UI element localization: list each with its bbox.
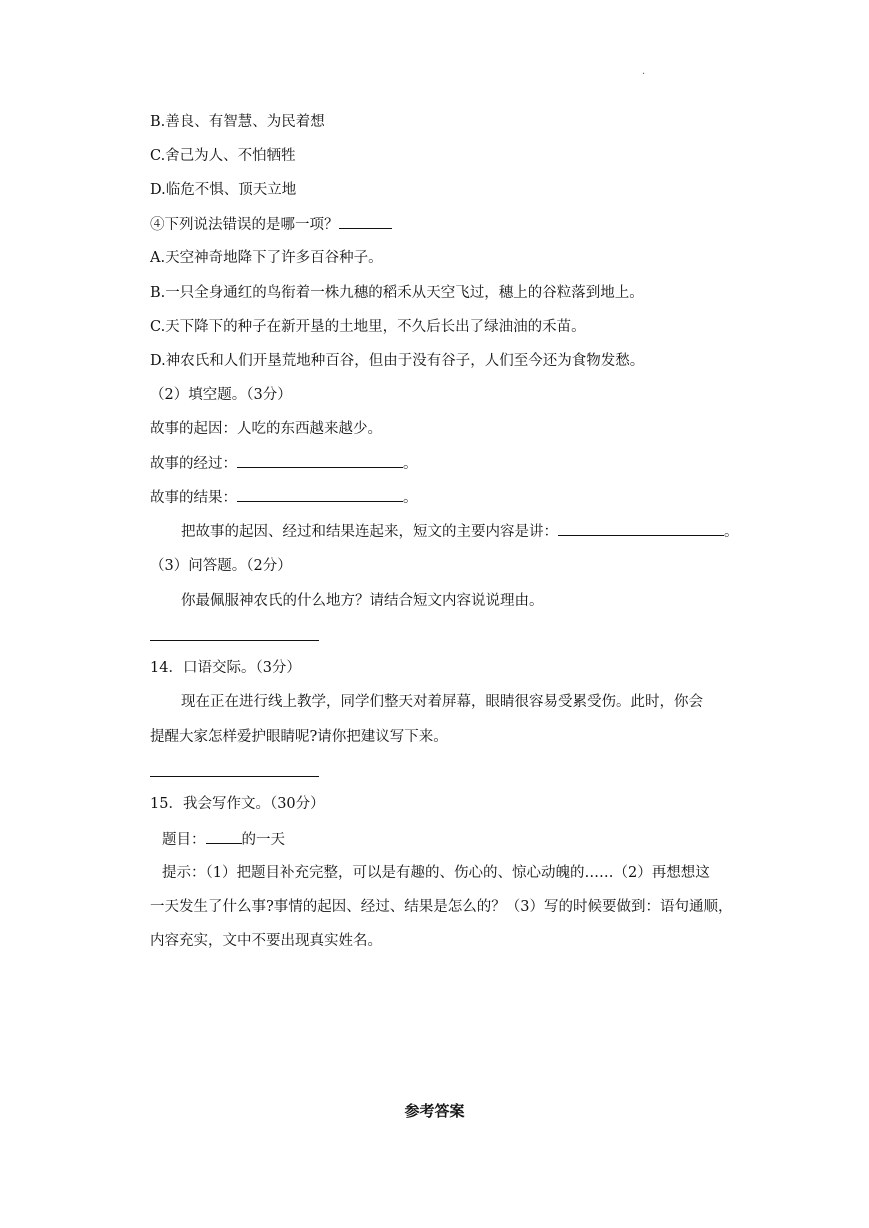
qa-answer-line[interactable] <box>150 640 319 641</box>
story-result-row <box>150 487 418 508</box>
story-process-label: 故事的经过： <box>150 456 237 472</box>
q15-title-prefix: 题目： <box>162 832 206 848</box>
qa-heading: （3）问答题。（2分） <box>150 558 292 574</box>
option-c: C.舍己为人、不怕牺牲 <box>150 148 296 164</box>
story-cause: 故事的起因：人吃的东西越来越少。 <box>150 421 382 437</box>
q15-heading: 15．我会写作文。（30分） <box>150 796 325 812</box>
q4-stem-row <box>150 214 392 235</box>
summary-row <box>181 521 739 542</box>
q4-answer-blank[interactable] <box>339 214 392 229</box>
q15-title-blank[interactable] <box>206 829 242 844</box>
summary-blank[interactable] <box>558 521 724 536</box>
summary-prompt: 把故事的起因、经过和结果连起来，短文的主要内容是讲： <box>181 524 558 540</box>
q4-option-b: B.一只全身通红的鸟衔着一株九穗的稻禾从天空飞过，穗上的谷粒落到地上。 <box>150 285 644 301</box>
q15-hint-line2: 一天发生了什么事?事情的起因、经过、结果是怎么的？（3）写的时候要做到：语句通顺， <box>150 899 733 915</box>
q4-option-c: C.天下降下的种子在新开垦的土地里，不久后长出了绿油油的禾苗。 <box>150 319 586 335</box>
q15-hint-line1: 提示：（1）把题目补充完整，可以是有趣的、伤心的、惊心动魄的……（2）再想想这 <box>162 865 710 881</box>
q15-hint-line3: 内容充实，文中不要出现真实姓名。 <box>150 933 382 949</box>
q15-title-row <box>162 829 285 850</box>
period: 。 <box>724 524 739 540</box>
q14-answer-line[interactable] <box>150 776 319 777</box>
story-result-blank[interactable] <box>237 487 403 502</box>
q4-option-a: A.天空神奇地降下了许多百谷种子。 <box>150 250 383 266</box>
story-process-row <box>150 453 418 474</box>
answer-section-title: 参考答案 <box>404 1102 465 1120</box>
story-result-label: 故事的结果： <box>150 490 237 506</box>
header-mark: . <box>642 66 646 77</box>
q15-title-suffix: 的一天 <box>241 832 285 848</box>
q14-text-line2: 提醒大家怎样爱护眼睛呢?请你把建议写下来。 <box>150 729 448 745</box>
q4-stem: ④下列说法错误的是哪一项？ <box>150 217 339 233</box>
q4-option-d: D.神农氏和人们开垦荒地种百谷，但由于没有谷子，人们至今还为食物发愁。 <box>150 353 645 369</box>
q14-heading: 14．口语交际。（3分） <box>150 660 301 676</box>
option-d: D.临危不惧、顶天立地 <box>150 182 297 198</box>
fill-blank-heading: （2）填空题。（3分） <box>150 387 292 403</box>
option-b: B.善良、有智慧、为民着想 <box>150 114 325 130</box>
period: 。 <box>403 456 418 472</box>
story-process-blank[interactable] <box>237 453 403 468</box>
q14-text-line1: 现在正在进行线上教学，同学们整天对着屏幕，眼睛很容易受累受伤。此时，你会 <box>181 694 703 710</box>
period: 。 <box>403 490 418 506</box>
qa-question: 你最佩服神农氏的什么地方？请结合短文内容说说理由。 <box>181 593 544 609</box>
